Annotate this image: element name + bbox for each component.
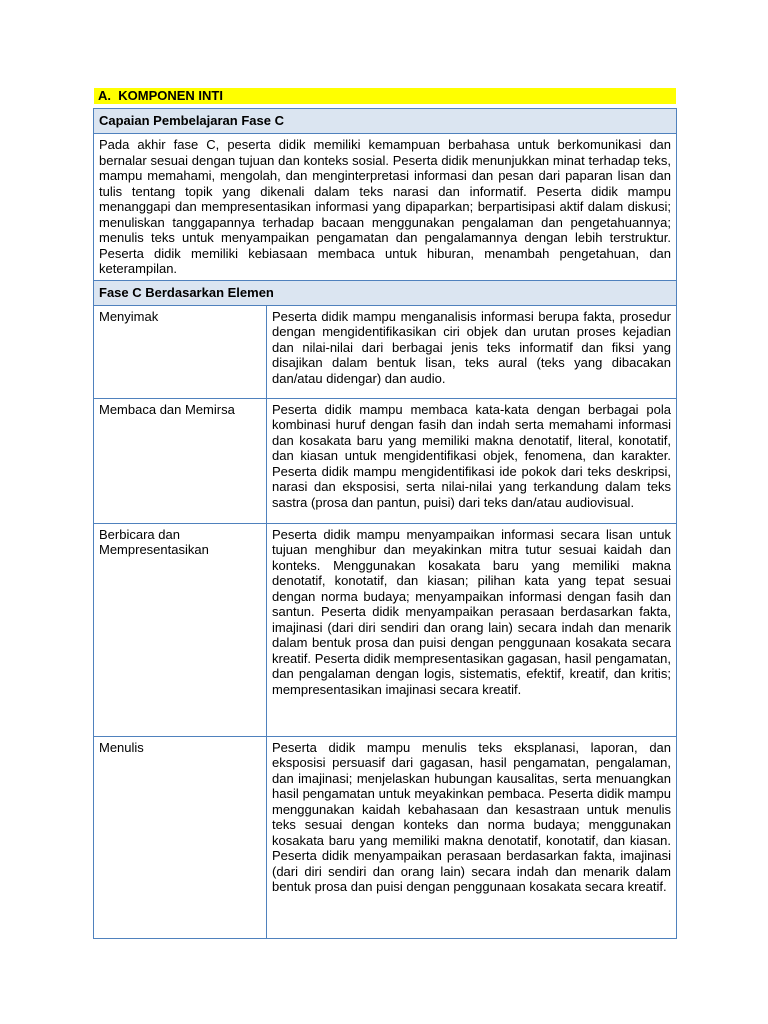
section-letter: A. (98, 88, 111, 103)
elemen-desc: Peserta didik mampu menyampaikan informasi secara lisan untuk tujuan menghibur dan meyakinkan mitra tutur sesuai kaidah dan konteks. Menggunakan kosakata baru yang memiliki makna denotatif, konotatif, dan kiasan; pilihan kata yang tepat sesuai dengan norma budaya; menyampaikan informasi dengan fasih dan santun. Peserta didik menyampaikan perasaan berdasarkan fakta, imajinasi (dari diri sendiri dan orang lain) secara indah dan menarik dalam bentuk prosa dan puisi dengan penggunaan kosakata secara kreatif. Peserta didik mempresentasikan gagasan, hasil pengamatan, dan pengalaman dengan logis, sistematis, efektif, kreatif, dan kritis; mempresentasikan imajinasi secara kreatif. (267, 523, 677, 736)
capaian-body: Pada akhir fase C, peserta didik memiliki kemampuan berbahasa untuk berkomunikasi dan bernalar sesuai dengan tujuan dan konteks sosial. Peserta didik menunjukkan minat terhadap teks, mampu memahami, mengolah, dan menginterpretasi informasi dan pesan dari paparan lisan dan tulis tentang topik yang dikenali dalam teks narasi dan informatif. Peserta didik mampu menanggapi dan mempresentasikan informasi yang dipaparkan; berpartisipasi aktif dalam diskusi; menuliskan tanggapannya terhadap bacaan menggunakan pengalaman dan pengetahuannya; menulis teks untuk menyampaikan pengamatan dan pengalamannya dengan lebih terstruktur. Peserta didik memiliki kebiasaan membaca untuk hiburan, menambah pengetahuan, dan keterampilan. (94, 134, 677, 281)
table-row (94, 523, 677, 736)
capaian-header: Capaian Pembelajaran Fase C (94, 109, 677, 134)
section-heading (94, 88, 676, 104)
elemen-name: Menyimak (94, 305, 267, 398)
elemen-name: Menulis (94, 736, 267, 938)
section-title: KOMPONEN INTI (118, 88, 223, 103)
capaian-body-row (94, 134, 677, 281)
elemen-header: Fase C Berdasarkan Elemen (94, 280, 677, 305)
table-row (94, 398, 677, 523)
table-row (94, 305, 677, 398)
elemen-desc: Peserta didik mampu menulis teks eksplanasi, laporan, dan eksposisi persuasif dari gagasan, hasil pengamatan, pengalaman, dan imajinasi; menjelaskan hubungan kausalitas, serta menuangkan hasil pengamatan untuk meyakinkan pembaca. Peserta didik mampu menggunakan kaidah kebahasaan dan kesastraan untuk menulis teks sesuai dengan konteks dan norma budaya; menggunakan kosakata baru yang memiliki makna denotatif, konotatif, dan kiasan. Peserta didik menyampaikan perasaan berdasarkan fakta, imajinasi (dari diri sendiri dan orang lain) secara indah dan menarik dalam bentuk prosa dan puisi dengan penggunaan kosakata secara kreatif. (267, 736, 677, 938)
elemen-desc: Peserta didik mampu membaca kata-kata dengan berbagai pola kombinasi huruf dengan fasih dan indah serta memahami informasi dan kosakata baru yang memiliki makna denotatif, literal, konotatif, dan kiasan untuk mengidentifikasi objek, fenomena, dan karakter. Peserta didik mampu mengidentifikasi ide pokok dari teks deskripsi, narasi dan eksposisi, serta nilai-nilai yang terkandung dalam teks sastra (prosa dan pantun, puisi) dari teks dan/atau audiovisual. (267, 398, 677, 523)
elemen-name: Berbicara dan Mempresentasikan (94, 523, 267, 736)
table-row (94, 736, 677, 938)
capaian-header-row (94, 109, 677, 134)
elemen-desc: Peserta didik mampu menganalisis informasi berupa fakta, prosedur dengan mengidentifikasikan ciri objek dan urutan proses kejadian dan nilai-nilai dari berbagai jenis teks informatif dan fiksi yang disajikan dalam bentuk lisan, teks aural (teks yang dibacakan dan/atau didengar) dan audio. (267, 305, 677, 398)
elemen-name: Membaca dan Memirsa (94, 398, 267, 523)
elemen-header-row (94, 280, 677, 305)
komponen-inti-table (93, 108, 677, 939)
